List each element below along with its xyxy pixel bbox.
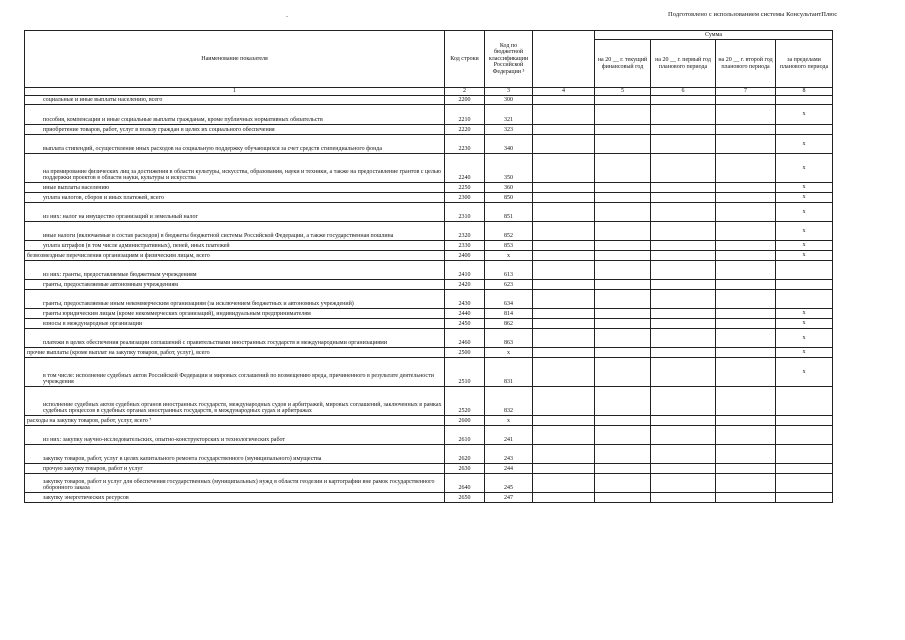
row-beyond-cell	[776, 280, 833, 290]
row-value-cell	[533, 125, 595, 135]
row-value-cell	[651, 290, 716, 309]
table-row	[25, 348, 833, 358]
row-name: гранты, предоставляемые автономным учреждениям	[25, 280, 445, 290]
header-second-year: на 20 __ г. второй год планового периода	[716, 40, 776, 88]
table-row	[25, 222, 833, 241]
row-code: 2520	[445, 387, 485, 416]
row-value-cell	[533, 319, 595, 329]
row-code: 2230	[445, 135, 485, 154]
row-value-cell	[533, 261, 595, 280]
row-kbk: 350	[485, 154, 533, 183]
row-name: приобретение товаров, работ, услуг в пользу граждан в целях их социального обеспечения	[25, 125, 445, 135]
row-name: иные налоги (включаемые в состав расходов) в бюджеты бюджетной системы Российской Федерации, а также государственная пошлина	[25, 222, 445, 241]
row-value-cell	[595, 426, 651, 445]
row-value-cell	[533, 358, 595, 387]
page-mark: -	[286, 14, 288, 20]
row-value-cell	[533, 203, 595, 222]
row-value-cell	[651, 464, 716, 474]
row-value-cell	[595, 290, 651, 309]
column-number: 7	[716, 88, 776, 96]
row-kbk: 862	[485, 319, 533, 329]
row-beyond-cell	[776, 474, 833, 493]
row-code: 2330	[445, 241, 485, 251]
row-value-cell	[595, 183, 651, 193]
row-kbk: 244	[485, 464, 533, 474]
row-value-cell	[716, 251, 776, 261]
row-value-cell	[716, 309, 776, 319]
row-value-cell	[716, 135, 776, 154]
column-number: 8	[776, 88, 833, 96]
row-kbk: 360	[485, 183, 533, 193]
row-value-cell	[651, 105, 716, 125]
row-value-cell	[595, 222, 651, 241]
row-value-cell	[651, 280, 716, 290]
row-value-cell	[716, 193, 776, 203]
row-value-cell	[595, 261, 651, 280]
row-value-cell	[651, 135, 716, 154]
row-value-cell	[595, 125, 651, 135]
row-kbk: 321	[485, 105, 533, 125]
row-beyond-cell: x	[776, 319, 833, 329]
row-code: 2640	[445, 474, 485, 493]
row-value-cell	[595, 445, 651, 464]
table-row	[25, 105, 833, 125]
column-number: 4	[533, 88, 595, 96]
row-beyond-cell: x	[776, 154, 833, 183]
row-value-cell	[716, 183, 776, 193]
row-kbk: 323	[485, 125, 533, 135]
table-row	[25, 474, 833, 493]
column-number: 5	[595, 88, 651, 96]
row-beyond-cell: x	[776, 193, 833, 203]
row-value-cell	[595, 416, 651, 426]
row-code: 2630	[445, 464, 485, 474]
row-name: из них: налог на имущество организаций и земельный налог	[25, 203, 445, 222]
row-value-cell	[651, 358, 716, 387]
row-beyond-cell	[776, 387, 833, 416]
table-row	[25, 426, 833, 445]
header-code-row: Код строки	[445, 31, 485, 88]
table-row	[25, 193, 833, 203]
row-value-cell	[716, 241, 776, 251]
row-value-cell	[595, 348, 651, 358]
row-value-cell	[651, 493, 716, 503]
row-beyond-cell: x	[776, 358, 833, 387]
row-value-cell	[651, 154, 716, 183]
row-value-cell	[533, 96, 595, 105]
row-code: 2310	[445, 203, 485, 222]
row-value-cell	[716, 280, 776, 290]
row-value-cell	[533, 493, 595, 503]
row-name: уплата штрафов (в том числе административных), пеней, иных платежей	[25, 241, 445, 251]
row-value-cell	[716, 154, 776, 183]
row-code: 2200	[445, 96, 485, 105]
table-row	[25, 261, 833, 280]
table-row	[25, 290, 833, 309]
row-value-cell	[533, 416, 595, 426]
row-value-cell	[533, 445, 595, 464]
column-number: 6	[651, 88, 716, 96]
row-kbk: 634	[485, 290, 533, 309]
row-value-cell	[533, 154, 595, 183]
row-kbk: 623	[485, 280, 533, 290]
row-value-cell	[651, 445, 716, 464]
row-name: платежи в целях обеспечения реализации соглашений с правительствами иностранных государств и международными организациями	[25, 329, 445, 348]
row-code: 2610	[445, 426, 485, 445]
row-beyond-cell: x	[776, 241, 833, 251]
row-value-cell	[716, 203, 776, 222]
row-value-cell	[595, 241, 651, 251]
row-name: выплата стипендий, осуществление иных расходов на социальную поддержку обучающихся за счет средств стипендиального фонда	[25, 135, 445, 154]
row-code: 2220	[445, 125, 485, 135]
row-value-cell	[533, 135, 595, 154]
row-value-cell	[716, 125, 776, 135]
row-beyond-cell	[776, 261, 833, 280]
row-value-cell	[595, 358, 651, 387]
row-kbk: 814	[485, 309, 533, 319]
row-value-cell	[595, 319, 651, 329]
row-value-cell	[533, 464, 595, 474]
table-row	[25, 154, 833, 183]
table-row	[25, 183, 833, 193]
row-value-cell	[533, 426, 595, 445]
row-value-cell	[595, 251, 651, 261]
row-code: 2320	[445, 222, 485, 241]
row-kbk: 247	[485, 493, 533, 503]
table-row	[25, 493, 833, 503]
table-row	[25, 329, 833, 348]
row-value-cell	[651, 319, 716, 329]
row-value-cell	[716, 96, 776, 105]
row-beyond-cell: x	[776, 135, 833, 154]
row-beyond-cell	[776, 445, 833, 464]
table-row	[25, 203, 833, 222]
row-name: безвозмездные перечисления организациям и физическим лицам, всего	[25, 251, 445, 261]
column-number: 1	[25, 88, 445, 96]
row-value-cell	[716, 464, 776, 474]
column-number: 2	[445, 88, 485, 96]
row-kbk: x	[485, 348, 533, 358]
row-value-cell	[533, 348, 595, 358]
row-kbk: 832	[485, 387, 533, 416]
row-value-cell	[533, 193, 595, 203]
row-name: социальные и иные выплаты населению, всего	[25, 96, 445, 105]
table-row	[25, 241, 833, 251]
row-beyond-cell	[776, 125, 833, 135]
row-beyond-cell: x	[776, 348, 833, 358]
row-beyond-cell	[776, 96, 833, 105]
row-kbk: 853	[485, 241, 533, 251]
row-code: 2500	[445, 348, 485, 358]
row-value-cell	[533, 183, 595, 193]
row-value-cell	[533, 280, 595, 290]
row-name: иные выплаты населению	[25, 183, 445, 193]
header-code-budget: Код по бюджетной классификации Российской Федерации ³	[485, 31, 533, 88]
row-value-cell	[651, 348, 716, 358]
row-value-cell	[595, 105, 651, 125]
row-value-cell	[716, 105, 776, 125]
table-row	[25, 309, 833, 319]
row-code: 2210	[445, 105, 485, 125]
row-kbk: 300	[485, 96, 533, 105]
row-value-cell	[651, 426, 716, 445]
table-row	[25, 387, 833, 416]
row-name: закупку товаров, работ, услуг в целях капитального ремонта государственного (муниципального) имущества	[25, 445, 445, 464]
row-kbk: 243	[485, 445, 533, 464]
row-value-cell	[595, 203, 651, 222]
row-value-cell	[716, 261, 776, 280]
row-value-cell	[595, 280, 651, 290]
row-name: гранты, предоставляемые иным некоммерческим организациям (за исключением бюджетных и автономных учреждений)	[25, 290, 445, 309]
row-name: прочую закупку товаров, работ и услуг	[25, 464, 445, 474]
row-name: исполнение судебных актов судебных органов иностранных государств, международных судов и арбитражей, мировых соглашений, заключенных в рамках судебных процессов в судебных органах иностранных государств, в международных судах и арбитражах	[25, 387, 445, 416]
row-name: из них: закупку научно-исследовательских, опытно-конструкторских и технологических работ	[25, 426, 445, 445]
row-value-cell	[533, 251, 595, 261]
row-name: гранты юридическим лицам (кроме некоммерческих организаций), индивидуальным предпринимателям	[25, 309, 445, 319]
row-value-cell	[651, 261, 716, 280]
row-value-cell	[716, 222, 776, 241]
row-code: 2420	[445, 280, 485, 290]
row-code: 2510	[445, 358, 485, 387]
table-row	[25, 319, 833, 329]
row-value-cell	[533, 309, 595, 319]
row-kbk: 831	[485, 358, 533, 387]
row-code: 2240	[445, 154, 485, 183]
row-code: 2410	[445, 261, 485, 280]
row-kbk: 850	[485, 193, 533, 203]
table-row	[25, 358, 833, 387]
row-kbk: 340	[485, 135, 533, 154]
table-row	[25, 280, 833, 290]
table-row	[25, 135, 833, 154]
row-value-cell	[533, 474, 595, 493]
row-value-cell	[651, 183, 716, 193]
row-value-cell	[716, 387, 776, 416]
row-value-cell	[595, 96, 651, 105]
row-beyond-cell	[776, 290, 833, 309]
row-value-cell	[595, 135, 651, 154]
row-value-cell	[716, 290, 776, 309]
row-value-cell	[716, 445, 776, 464]
row-beyond-cell: x	[776, 203, 833, 222]
table-row	[25, 125, 833, 135]
row-value-cell	[595, 329, 651, 348]
row-code: 2460	[445, 329, 485, 348]
row-name: пособия, компенсации и иные социальные выплаты гражданам, кроме публичных нормативных обязательств	[25, 105, 445, 125]
row-code: 2600	[445, 416, 485, 426]
table-row	[25, 96, 833, 105]
financial-plan-table	[24, 30, 833, 503]
row-value-cell	[651, 241, 716, 251]
row-kbk: 241	[485, 426, 533, 445]
row-code: 2650	[445, 493, 485, 503]
row-name: закупку энергетических ресурсов	[25, 493, 445, 503]
row-value-cell	[716, 348, 776, 358]
row-value-cell	[651, 193, 716, 203]
row-value-cell	[595, 464, 651, 474]
row-value-cell	[533, 241, 595, 251]
row-value-cell	[651, 474, 716, 493]
row-value-cell	[651, 222, 716, 241]
row-value-cell	[716, 329, 776, 348]
row-value-cell	[595, 493, 651, 503]
row-value-cell	[595, 309, 651, 319]
row-beyond-cell: x	[776, 222, 833, 241]
row-kbk: 852	[485, 222, 533, 241]
row-value-cell	[651, 125, 716, 135]
row-beyond-cell	[776, 426, 833, 445]
row-name: из них: гранты, предоставляемые бюджетным учреждениям	[25, 261, 445, 280]
column-number: 3	[485, 88, 533, 96]
row-value-cell	[651, 387, 716, 416]
header-current-year: на 20 __ г. текущий финансовый год	[595, 40, 651, 88]
row-value-cell	[651, 329, 716, 348]
row-beyond-cell	[776, 493, 833, 503]
row-code: 2300	[445, 193, 485, 203]
row-code: 2250	[445, 183, 485, 193]
row-kbk: x	[485, 251, 533, 261]
row-beyond-cell	[776, 464, 833, 474]
row-code: 2400	[445, 251, 485, 261]
row-beyond-cell: x	[776, 309, 833, 319]
row-value-cell	[651, 309, 716, 319]
row-value-cell	[716, 319, 776, 329]
row-value-cell	[533, 387, 595, 416]
row-value-cell	[651, 416, 716, 426]
row-value-cell	[595, 154, 651, 183]
row-value-cell	[595, 474, 651, 493]
row-beyond-cell	[776, 416, 833, 426]
row-kbk: x	[485, 416, 533, 426]
row-code: 2620	[445, 445, 485, 464]
row-beyond-cell: x	[776, 251, 833, 261]
row-value-cell	[651, 203, 716, 222]
row-name: взносы в международные организации	[25, 319, 445, 329]
table-row	[25, 464, 833, 474]
row-name: на премирование физических лиц за достижения в области культуры, искусства, образования, науки и техники, а также на предоставление грантов с целью поддержки проектов в области науки, культуры и искусства	[25, 154, 445, 183]
header-first-year: на 20 __ г. первый год планового периода	[651, 40, 716, 88]
row-code: 2430	[445, 290, 485, 309]
table-row	[25, 251, 833, 261]
table-row	[25, 445, 833, 464]
row-code: 2450	[445, 319, 485, 329]
row-beyond-cell: x	[776, 105, 833, 125]
row-kbk: 851	[485, 203, 533, 222]
row-name: в том числе: исполнение судебных актов Российской Федерации и мировых соглашений по возмещению вреда, причиненного в результате деятельности учреждения	[25, 358, 445, 387]
row-value-cell	[651, 251, 716, 261]
row-beyond-cell: x	[776, 329, 833, 348]
row-value-cell	[651, 96, 716, 105]
row-value-cell	[716, 426, 776, 445]
row-kbk: 613	[485, 261, 533, 280]
consultant-plus-note: Подготовлено с использованием системы КонсультантПлюс	[668, 11, 838, 18]
row-value-cell	[716, 358, 776, 387]
row-value-cell	[533, 222, 595, 241]
row-value-cell	[533, 105, 595, 125]
header-beyond: за пределами планового периода	[776, 40, 833, 88]
header-sum-group: Сумма	[595, 31, 833, 40]
row-value-cell	[716, 493, 776, 503]
row-kbk: 863	[485, 329, 533, 348]
table-row	[25, 416, 833, 426]
header-name: Наименование показателя	[25, 31, 445, 88]
row-name: прочие выплаты (кроме выплат на закупку товаров, работ, услуг), всего	[25, 348, 445, 358]
row-value-cell	[716, 474, 776, 493]
row-value-cell	[533, 290, 595, 309]
row-value-cell	[716, 416, 776, 426]
row-value-cell	[595, 387, 651, 416]
row-name: закупку товаров, работ и услуг для обеспечения государственных (муниципальных) нужд в области геодезии и картографии вне рамок государственного оборонного заказа	[25, 474, 445, 493]
row-value-cell	[533, 329, 595, 348]
row-beyond-cell: x	[776, 183, 833, 193]
row-kbk: 245	[485, 474, 533, 493]
row-name: расходы на закупку товаров, работ, услуг, всего ⁷	[25, 416, 445, 426]
header-empty	[533, 31, 595, 88]
row-value-cell	[595, 193, 651, 203]
row-name: уплата налогов, сборов и иных платежей, всего	[25, 193, 445, 203]
row-code: 2440	[445, 309, 485, 319]
